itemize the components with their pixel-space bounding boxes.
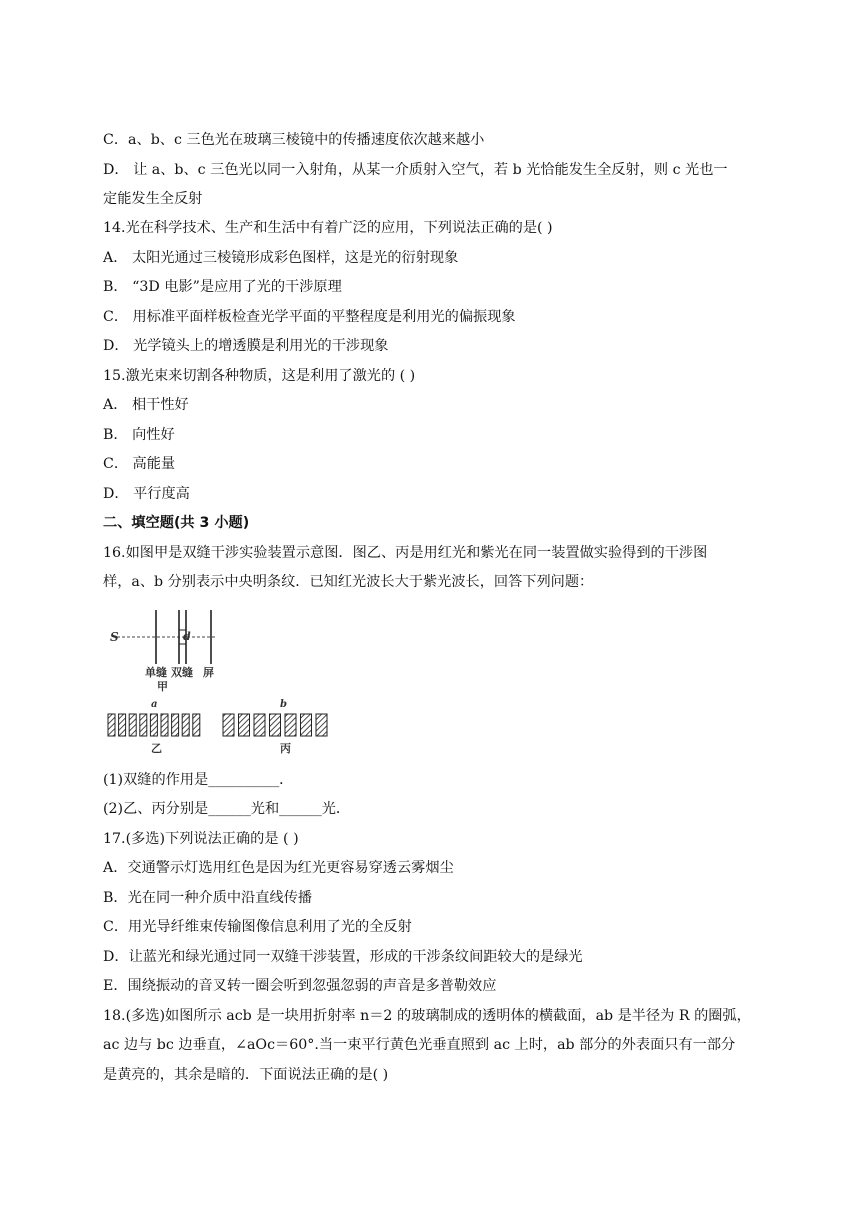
fringe-stripe-bing: [316, 714, 327, 736]
q15-option-c: C． 高能量: [103, 456, 176, 472]
q16-stem-line2: 样，a、b 分别表示中央明条纹．已知红光波长大于紫光波长，回答下列问题：: [103, 574, 594, 590]
q13-option-d-line2: 定能发生全反射: [103, 191, 203, 207]
single-slit-label: 单缝: [145, 666, 167, 679]
q14-option-c: C． 用标准平面样板检查光学平面的平整程度是利用光的偏振现象: [103, 309, 516, 325]
fringe-stripe-yi: [140, 714, 147, 736]
figure-bing-label: 丙: [280, 742, 291, 754]
q16-stem-line1: 16.如图甲是双缝干涉实验装置示意图．图乙、丙是用红光和紫光在同一装置做实验得到的干涉图: [103, 545, 708, 561]
fringe-pattern-bing: [223, 714, 327, 736]
q15-stem: 15.激光束来切割各种物质，这是利用了激光的 ( ): [103, 368, 416, 384]
q14-option-b: B． “3D 电影”是应用了光的干涉原理: [103, 279, 342, 295]
q15-option-b: B． 向性好: [103, 427, 175, 443]
fringe-stripe-bing: [285, 714, 296, 736]
q14-option-a: A． 太阳光通过三棱镜形成彩色图样，这是光的衍射现象: [103, 250, 459, 266]
fringe-stripe-bing: [223, 714, 234, 736]
fringe-stripe-bing: [270, 714, 281, 736]
q15-option-d: D． 平行度高: [103, 486, 190, 502]
q16-sub2: (2)乙、丙分别是______光和______光．: [103, 801, 351, 817]
fringe-stripe-bing: [301, 714, 312, 736]
fringe-stripe-yi: [119, 714, 126, 736]
q13-option-d-line1: D． 让 a、b、c 三色光以同一入射角，从某一介质射入空气，若 b 光恰能发生全反射，则 c 光也一: [103, 162, 728, 178]
q18-line2: ac 边与 bc 边垂直，∠aOc＝60°.当一束平行黄色光垂直照到 ac 上时，ab 部分的外表面只有一部分: [103, 1037, 736, 1053]
fringe-pattern-yi: [108, 714, 200, 736]
fringe-stripe-yi: [108, 714, 115, 736]
q17-option-b: B．光在同一种介质中沿直线传播: [103, 890, 313, 906]
fringe-stripe-yi: [129, 714, 136, 736]
double-slit-figure: [103, 604, 343, 754]
q14-stem: 14.光在科学技术、生产和生活中有着广泛的应用，下列说法正确的是( ): [103, 220, 553, 236]
fringe-stripe-yi: [193, 714, 200, 736]
q15-option-a: A． 相干性好: [103, 397, 189, 413]
central-fringe-a-label: a: [151, 699, 158, 710]
screen-label: 屏: [203, 666, 214, 679]
double-slit-label: 双缝: [171, 666, 193, 679]
q17-option-c: C．用光导纤维束传输图像信息利用了光的全反射: [103, 919, 412, 935]
central-fringe-b-label: b: [280, 699, 287, 710]
q17-option-d: D．让蓝光和绿光通过同一双缝干涉装置，形成的干涉条纹间距较大的是绿光: [103, 949, 583, 965]
q16-sub1: (1)双缝的作用是__________．: [103, 772, 294, 788]
q17-option-a: A．交通警示灯选用红色是因为红光更容易穿透云雾烟尘: [103, 860, 454, 876]
source-label: S: [110, 630, 119, 644]
q17-option-e: E．围绕振动的音叉转一圈会听到忽强忽弱的声音是多普勒效应: [103, 978, 497, 994]
figure-jia-label: 甲: [157, 680, 168, 693]
slit-distance-label: d: [183, 630, 191, 643]
figure-yi-label: 乙: [151, 742, 162, 754]
fringe-stripe-bing: [239, 714, 250, 736]
q17-stem: 17.(多选)下列说法正确的是 ( ): [103, 831, 299, 847]
fringe-stripe-yi: [150, 714, 157, 736]
q14-option-d: D． 光学镜头上的增透膜是利用光的干涉现象: [103, 338, 389, 354]
section-heading: 二、填空题(共 3 小题): [103, 515, 250, 531]
q13-option-c: C．a、b、c 三色光在玻璃三棱镜中的传播速度依次越来越小: [103, 132, 485, 148]
fringe-stripe-yi: [172, 714, 179, 736]
fringe-stripe-bing: [254, 714, 265, 736]
fringe-stripe-yi: [161, 714, 168, 736]
fringe-stripe-yi: [182, 714, 189, 736]
q18-line3: 是黄亮的，其余是暗的．下面说法正确的是( ): [103, 1067, 389, 1083]
q18-line1: 18.(多选)如图所示 acb 是一块用折射率 n＝2 的玻璃制成的透明体的横截面，ab 是半径为 R 的圈弧，: [103, 1008, 751, 1024]
